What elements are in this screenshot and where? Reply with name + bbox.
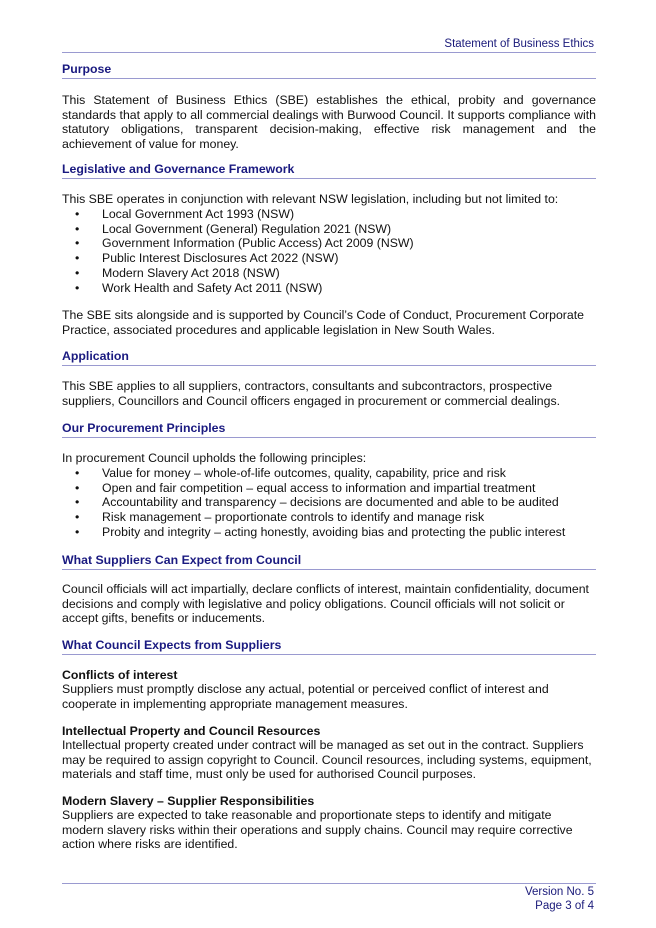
conflicts-body: Suppliers must promptly disclose any actual, potential or perceived conflict of interest and cooperate in implementing appropriate management measures.	[62, 682, 549, 711]
bullet-icon: •	[75, 495, 80, 510]
bullet-icon: •	[75, 221, 80, 236]
list-item: • Work Health and Safety Act 2011 (NSW)	[75, 280, 323, 295]
heading-application: Application	[62, 349, 596, 366]
heading-purpose: Purpose	[62, 62, 596, 79]
list-item: • Open and fair competition – equal access to information and impartial treatment	[75, 480, 536, 495]
list-item: • Local Government (General) Regulation 2021 (NSW)	[75, 221, 392, 236]
list-item: • Accountability and transparency – decisions are documented and able to be audited	[75, 495, 559, 510]
list-item: • Public Interest Disclosures Act 2022 (NSW)	[75, 251, 339, 266]
modern-slavery-body: Suppliers are expected to take reasonable and proportionate steps to identify and mitigate modern slavery risks within their operations and supply chains. Council may require corrective action where risks are identified.	[62, 808, 573, 852]
bullet-icon: •	[75, 236, 80, 251]
heading-council-expects: What Council Expects from Suppliers	[62, 638, 596, 655]
bullet-icon: •	[75, 524, 80, 539]
legislative-intro: This SBE operates in conjunction with relevant NSW legislation, including but not limited to:	[62, 192, 559, 206]
subheading-intellectual-property: Intellectual Property and Council Resources	[62, 724, 321, 738]
purpose-body: This Statement of Business Ethics (SBE) establishes the ethical, probity and governance standards that apply to all commercial dealings with Burwood Council. It supports compliance with statutory obligations, transparent decision-making, effective risk management and the achievement of value for money.	[62, 93, 596, 151]
intellectual-property-body: Intellectual property created under contract will be managed as set out in the contract. Suppliers may be required to assign copyright to Council. Council resources, including systems, equipment, materials and staff time, must only be used for authorised Council purposes.	[62, 738, 592, 782]
legislative-closing: The SBE sits alongside and is supported by Council’s Code of Conduct, Procurement Corporate Practice, associated procedures and applicable legislation in New South Wales.	[62, 308, 584, 337]
bullet-icon: •	[75, 480, 80, 495]
list-item: • Value for money – whole-of-life outcomes, quality, capability, price and risk	[75, 466, 506, 480]
list-item: • Local Government Act 1993 (NSW)	[75, 207, 295, 221]
suppliers-expect-body: Council officials will act impartially, declare conflicts of interest, maintain confidentiality, document decisions and comply with legislative and policy obligations. Council officials will not solicit or accept gifts, benefits or inducements.	[62, 582, 589, 626]
subheading-modern-slavery: Modern Slavery – Supplier Responsibilities	[62, 794, 315, 808]
bullet-icon: •	[75, 466, 80, 480]
heading-legislative: Legislative and Governance Framework	[62, 162, 596, 179]
header-rule	[62, 52, 596, 53]
list-item: • Government Information (Public Access) Act 2009 (NSW)	[75, 236, 414, 251]
running-header: Statement of Business Ethics	[444, 38, 594, 50]
legislation-list	[62, 207, 596, 295]
heading-principles: Our Procurement Principles	[62, 421, 596, 438]
bullet-icon: •	[75, 265, 80, 280]
footer-rule	[62, 883, 596, 884]
bullet-icon: •	[75, 280, 80, 295]
list-item: • Probity and integrity – acting honestly, avoiding bias and protecting the public interest	[75, 524, 566, 539]
heading-suppliers-expect: What Suppliers Can Expect from Council	[62, 553, 596, 570]
bullet-icon: •	[75, 251, 80, 266]
application-body: This SBE applies to all suppliers, contractors, consultants and subcontractors, prospective suppliers, Councillors and Council officers engaged in procurement or commercial dealings.	[62, 379, 561, 408]
footer-page-number: Page 3 of 4	[535, 900, 594, 912]
subheading-conflicts: Conflicts of interest	[62, 668, 178, 682]
bullet-icon: •	[75, 207, 80, 221]
bullet-icon: •	[75, 510, 80, 525]
principles-intro: In procurement Council upholds the following principles:	[62, 451, 367, 465]
principles-list	[62, 466, 596, 540]
list-item: • Modern Slavery Act 2018 (NSW)	[75, 265, 280, 280]
list-item: • Risk management – proportionate controls to identify and manage risk	[75, 510, 485, 525]
footer-version: Version No. 5	[524, 886, 594, 898]
